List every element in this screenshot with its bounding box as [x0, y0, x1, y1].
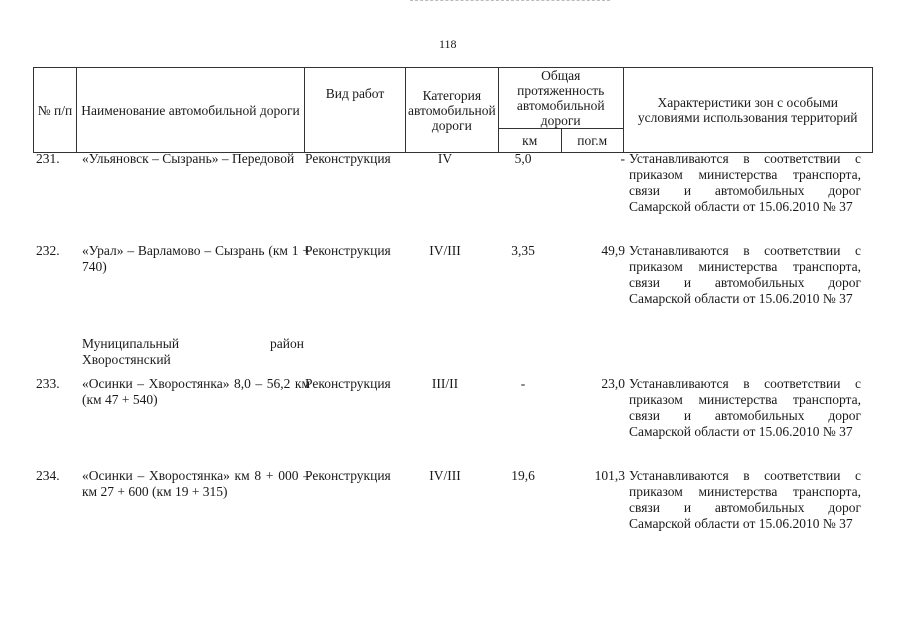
road-name: «Осинки – Хворостянка» км 8 + 000 – км 27 + 600 (км 19 + 315) [82, 468, 310, 499]
zone-characteristics: Устанавливаются в соответствии с приказом министерства транспорта, связи и автомобильных дорог Самарской области от 15.06.2010 № 37 [629, 376, 861, 439]
road-name: «Урал» – Варламово – Сызрань (км 1 + 740) [82, 243, 310, 274]
header-pm: пог.м [561, 129, 623, 153]
header-characteristics: Характеристики зон с особыми условиями использования территорий [623, 68, 872, 153]
length-km: - [520, 376, 526, 391]
road-category: IV/III [429, 243, 461, 258]
row-number: 232. [36, 243, 60, 258]
zone-characteristics: Устанавливаются в соответствии с приказом министерства транспорта, связи и автомобильных дорог Самарской области от 15.06.2010 № 37 [629, 151, 861, 214]
work-type: Реконструкция [305, 468, 391, 483]
road-category: III/II [431, 376, 459, 391]
road-name: «Ульяновск – Сызрань» – Передовой [82, 151, 295, 166]
zone-characteristics: Устанавливаются в соответствии с приказом министерства транспорта, связи и автомобильных дорог Самарской области от 15.06.2010 № 37 [629, 468, 861, 531]
page-number: 118 [439, 37, 457, 51]
length-pm: 49,9 [601, 243, 625, 258]
length-km: 19,6 [511, 468, 535, 483]
district-heading: Муниципальный район Хворостянский [82, 336, 304, 367]
header-length: Общая протяженность автомобильной дороги [498, 68, 623, 129]
length-pm: 101,3 [594, 468, 625, 483]
header-category: Категория автомобильной дороги [406, 68, 499, 153]
row-number: 234. [36, 468, 60, 483]
row-number: 233. [36, 376, 60, 391]
header-road-name: Наименование автомобильной дороги [77, 68, 305, 153]
row-number: 231. [36, 151, 60, 166]
work-type: Реконструкция [305, 151, 391, 166]
work-type: Реконструкция [305, 243, 391, 258]
header-km: км [498, 129, 561, 153]
header-work-type: Вид работ [305, 68, 406, 153]
length-km: 3,35 [511, 243, 535, 258]
length-pm: 23,0 [601, 376, 625, 391]
table-header [33, 67, 873, 153]
length-pm: - [620, 151, 625, 166]
road-category: IV [437, 151, 453, 166]
header-num: № п/п [34, 68, 77, 153]
zone-characteristics: Устанавливаются в соответствии с приказом министерства транспорта, связи и автомобильных дорог Самарской области от 15.06.2010 № 37 [629, 243, 861, 306]
road-category: IV/III [429, 468, 461, 483]
length-km: 5,0 [514, 151, 532, 166]
work-type: Реконструкция [305, 376, 391, 391]
road-name: «Осинки – Хворостянка» 8,0 – 56,2 км (км 47 + 540) [82, 376, 310, 407]
scan-artifact [410, 0, 610, 5]
